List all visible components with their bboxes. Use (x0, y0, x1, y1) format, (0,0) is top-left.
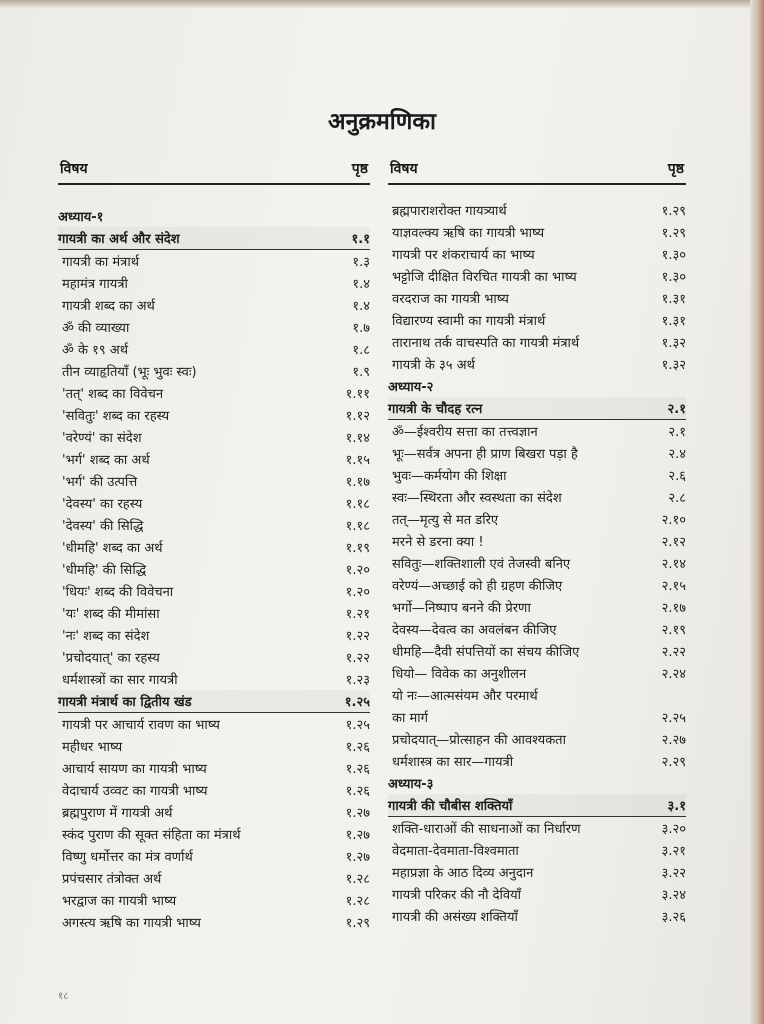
toc-entry (58, 580, 370, 602)
entry-title: अध्याय-१ (58, 210, 104, 225)
entry-title: तीन व्याहृतियाँ (भूः भुवः स्वः) (62, 365, 197, 380)
entry-title: अगस्त्य ऋषि का गायत्री भाष्य (62, 916, 201, 931)
entry-title: भरद्वाज का गायत्री भाष्य (62, 894, 177, 909)
entry-page-number: २.८ (668, 491, 686, 506)
entry-title: गायत्री शब्द का अर्थ (62, 299, 155, 314)
entry-title: गायत्री के ३५ अर्थ (392, 358, 475, 373)
entry-title: धीमहि—दैवी संपत्तियों का संचय कीजिए (392, 645, 580, 660)
entry-page-number: १.२९ (345, 916, 370, 931)
entry-page-number: १.२६ (345, 740, 370, 755)
toc-entry (58, 801, 370, 823)
toc-list-right (388, 199, 686, 927)
entry-page-number: १.१९ (345, 541, 370, 556)
toc-entry (58, 845, 370, 867)
entry-title: भुवः—कर्मयोग की शिक्षा (392, 469, 507, 484)
toc-entry (58, 536, 370, 558)
entry-page-number: १.३२ (661, 336, 686, 351)
toc-entry (388, 353, 686, 375)
page-top-edge (0, 0, 764, 8)
page-footer-mark: १८ (58, 991, 69, 1002)
entry-page-number: १.१८ (345, 519, 370, 534)
entry-title: ब्रह्मपाराशरोक्त गायत्र्यार्थ (392, 204, 507, 219)
toc-entry (388, 331, 686, 353)
toc-entry (58, 668, 370, 690)
entry-title: ॐ—ईश्वरीय सत्ता का तत्त्वज्ञान (392, 425, 538, 440)
entry-title: ॐ के १९ अर्थ (62, 343, 128, 358)
toc-entry (388, 265, 686, 287)
entry-page-number: ३.२१ (661, 844, 686, 859)
entry-title: तारानाथ तर्क वाचस्पति का गायत्री मंत्रार्थ (392, 336, 580, 351)
entry-page-number: १.३१ (661, 292, 686, 307)
entry-title: गायत्री पर आचार्य रावण का भाष्य (62, 718, 220, 733)
toc-entry (58, 360, 370, 382)
entry-page-number: ३.२४ (661, 888, 686, 903)
entry-page-number: १.२८ (345, 894, 370, 909)
toc-entry (388, 905, 686, 927)
toc-entry (388, 640, 686, 662)
entry-page-number: २.२७ (661, 733, 686, 748)
subject-header: विषय (60, 161, 88, 177)
entry-page-number: २.१९ (661, 623, 686, 638)
entry-title: वेदाचार्य उव्वट का गायत्री भाष्य (62, 784, 208, 799)
toc-entry (58, 404, 370, 426)
toc-entry (58, 624, 370, 646)
toc-major-entry (388, 794, 686, 817)
toc-entry (58, 338, 370, 360)
entry-title: यो नः—आत्मसंयम और परमार्थ (392, 689, 538, 704)
entry-title: गायत्री मंत्रार्थ का द्वितीय खंड (58, 695, 192, 710)
entry-title: 'धियः' शब्द की विवेचना (62, 585, 174, 600)
toc-header-left (58, 160, 370, 185)
entry-title: 'तत्' शब्द का विवेचन (62, 387, 164, 402)
entry-title: 'भर्ग' की उत्पत्ति (62, 475, 138, 490)
entry-title: 'धीमहि' की सिद्धि (62, 563, 147, 578)
entry-page-number: २.१ (668, 425, 686, 440)
toc-column-right (388, 160, 686, 927)
toc-entry (58, 294, 370, 316)
entry-page-number: १.३० (661, 248, 686, 263)
entry-title: देवस्य—देवत्व का अवलंबन कीजिए (392, 623, 557, 638)
chapter-heading (58, 205, 370, 227)
toc-entry (58, 867, 370, 889)
page-header: पृष्ठ (667, 161, 684, 177)
toc-entry (388, 508, 686, 530)
entry-title: ब्रह्मपुराण में गायत्री अर्थ (62, 806, 173, 821)
entry-title: विष्णु धर्मोत्तर का मंत्र वर्णार्थ (62, 850, 193, 865)
entry-page-number: १.२६ (345, 762, 370, 777)
entry-title: का मार्ग (392, 711, 428, 726)
entry-page-number: १.९ (352, 365, 370, 380)
entry-title: गायत्री पर शंकराचार्य का भाष्य (392, 248, 535, 263)
entry-title: महीधर भाष्य (62, 740, 123, 755)
entry-title: सवितुः—शक्तिशाली एवं तेजस्वी बनिए (392, 557, 571, 572)
entry-page-number: १.१२ (345, 409, 370, 424)
page-right-edge (750, 0, 764, 1024)
entry-title: स्कंद पुराण की सूक्त संहिता का मंत्रार्थ (62, 828, 241, 843)
entry-page-number: १.३० (661, 270, 686, 285)
toc-entry (58, 779, 370, 801)
toc-entry (58, 316, 370, 338)
entry-page-number: १.१५ (345, 453, 370, 468)
toc-entry (58, 426, 370, 448)
entry-title: 'भर्ग' शब्द का अर्थ (62, 453, 150, 468)
entry-page-number: १.२८ (345, 872, 370, 887)
entry-page-number: ३.२६ (661, 910, 686, 925)
toc-entry (58, 602, 370, 624)
entry-page-number: १.२९ (661, 204, 686, 219)
toc-entry (58, 911, 370, 933)
entry-page-number: १.२० (345, 563, 370, 578)
entry-page-number: २.२४ (661, 667, 686, 682)
page-title: अनुक्रमणिका (328, 109, 436, 135)
entry-title: गायत्री का मंत्रार्थ (62, 255, 140, 270)
entry-title: विद्यारण्य स्वामी का गायत्री मंत्रार्थ (392, 314, 546, 329)
entry-title: धियो— विवेक का अनुशीलन (392, 667, 527, 682)
entry-title: याज्ञवल्क्य ऋषि का गायत्री भाष्य (392, 226, 545, 241)
toc-entry (388, 817, 686, 839)
entry-page-number: १.२७ (345, 806, 370, 821)
entry-page-number: २.१२ (661, 535, 686, 550)
toc-entry (388, 662, 686, 684)
toc-entry (58, 470, 370, 492)
entry-page-number: ३.१ (667, 799, 686, 814)
entry-page-number: २.६ (668, 469, 686, 484)
entry-title: भट्टोजि दीक्षित विरचित गायत्री का भाष्य (392, 270, 577, 285)
toc-entry (388, 199, 686, 221)
toc-entry (388, 243, 686, 265)
entry-title: महामंत्र गायत्री (62, 277, 128, 292)
entry-title: अध्याय-३ (388, 777, 434, 792)
entry-title: 'नः' शब्द का संदेश (62, 629, 150, 644)
toc-major-entry (58, 227, 370, 250)
entry-page-number: १.४ (352, 277, 370, 292)
toc-entry (388, 861, 686, 883)
toc-entry (388, 420, 686, 442)
entry-title: गायत्री का अर्थ और संदेश (58, 232, 180, 247)
entry-title: आचार्य सायण का गायत्री भाष्य (62, 762, 207, 777)
toc-entry (388, 618, 686, 640)
entry-title: ॐ की व्याख्या (62, 321, 130, 336)
entry-page-number: ३.२० (661, 822, 686, 837)
entry-page-number: १.१४ (345, 431, 370, 446)
toc-entry (388, 574, 686, 596)
entry-page-number: १.१७ (345, 475, 370, 490)
entry-title: धर्मशास्त्र का सार—गायत्री (392, 755, 514, 770)
entry-page-number: १.१ (351, 232, 370, 247)
entry-page-number: १.८ (352, 343, 370, 358)
toc-entry (58, 492, 370, 514)
entry-title: अध्याय-२ (388, 380, 434, 395)
toc-entry (388, 442, 686, 464)
toc-entry (388, 684, 686, 706)
toc-list-left (58, 205, 370, 933)
toc-header-right (388, 160, 686, 185)
toc-entry (388, 309, 686, 331)
subject-header: विषय (390, 161, 418, 177)
entry-title: गायत्री की चौबीस शक्तियाँ (388, 799, 513, 814)
entry-page-number: २.१५ (661, 579, 686, 594)
toc-entry (58, 713, 370, 735)
toc-entry (388, 287, 686, 309)
toc-entry (58, 889, 370, 911)
entry-title: स्वः—स्थिरता और स्वस्थता का संदेश (392, 491, 562, 506)
page-header: पृष्ठ (351, 161, 368, 177)
toc-entry (388, 530, 686, 552)
entry-page-number: १.३ (352, 255, 370, 270)
toc-column-left (58, 160, 370, 933)
entry-page-number: १.११ (345, 387, 370, 402)
entry-title: महाप्रज्ञा के आठ दिव्य अनुदान (392, 866, 534, 881)
toc-entry (388, 221, 686, 243)
toc-entry (388, 839, 686, 861)
toc-entry (58, 646, 370, 668)
entry-page-number: १.७ (352, 321, 370, 336)
toc-entry (388, 706, 686, 728)
toc-entry (58, 514, 370, 536)
entry-title: भूः—सर्वत्र अपना ही प्राण बिखरा पड़ा है (392, 447, 578, 462)
entry-title: धर्मशास्त्रों का सार गायत्री (62, 673, 178, 688)
entry-title: 'सवितुः' शब्द का रहस्य (62, 409, 170, 424)
entry-page-number: १.२६ (345, 784, 370, 799)
entry-title: वरदराज का गायत्री भाष्य (392, 292, 509, 307)
entry-page-number: १.२५ (344, 695, 370, 710)
entry-title: मरने से डरना क्या ! (392, 535, 484, 550)
chapter-heading (388, 375, 686, 397)
entry-page-number: १.२३ (345, 673, 370, 688)
entry-page-number: १.२९ (661, 226, 686, 241)
entry-title: 'देवस्य' की सिद्धि (62, 519, 144, 534)
toc-entry (388, 596, 686, 618)
entry-title: वेदमाता-देवमाता-विश्वमाता (392, 844, 519, 859)
toc-entry (58, 558, 370, 580)
entry-title: वरेण्यं—अच्छाई को ही ग्रहण कीजिए (392, 579, 563, 594)
toc-entry (58, 735, 370, 757)
entry-title: 'यः' शब्द की मीमांसा (62, 607, 160, 622)
entry-title: गायत्री की असंख्य शक्तियाँ (392, 910, 518, 925)
toc-major-entry (388, 397, 686, 420)
entry-page-number: १.२१ (345, 607, 370, 622)
entry-page-number: २.१४ (661, 557, 686, 572)
entry-title: प्रपंचसार तंत्रोक्त अर्थ (62, 872, 162, 887)
entry-page-number: ३.२२ (661, 866, 686, 881)
entry-page-number: १.२२ (345, 651, 370, 666)
entry-page-number: २.१७ (661, 601, 686, 616)
entry-page-number: १.२० (345, 585, 370, 600)
entry-title: 'प्रचोदयात्' का रहस्य (62, 651, 160, 666)
entry-title: भर्गो—निष्पाप बनने की प्रेरणा (392, 601, 531, 616)
entry-page-number: १.४ (352, 299, 370, 314)
toc-entry (58, 250, 370, 272)
entry-page-number: २.४ (668, 447, 686, 462)
entry-page-number: २.१ (667, 402, 686, 417)
entry-page-number: २.२९ (661, 755, 686, 770)
entry-page-number: १.२७ (345, 828, 370, 843)
entry-page-number: १.३२ (661, 358, 686, 373)
entry-page-number: १.२२ (345, 629, 370, 644)
entry-page-number: १.३१ (661, 314, 686, 329)
toc-entry (388, 883, 686, 905)
toc-entry (58, 823, 370, 845)
toc-entry (58, 448, 370, 470)
entry-page-number: १.१८ (345, 497, 370, 512)
toc-entry (388, 464, 686, 486)
entry-title: 'धीमहि' शब्द का अर्थ (62, 541, 163, 556)
entry-title: गायत्री के चौदह रत्न (388, 402, 483, 417)
entry-page-number: १.२५ (345, 718, 370, 733)
toc-entry (388, 728, 686, 750)
entry-title: शक्ति-धाराओं की साधनाओं का निर्धारण (392, 822, 581, 837)
entry-page-number: १.२७ (345, 850, 370, 865)
toc-entry (388, 552, 686, 574)
entry-page-number: २.१० (661, 513, 686, 528)
entry-page-number: २.२२ (661, 645, 686, 660)
toc-major-entry (58, 690, 370, 713)
entry-title: तत्—मृत्यु से मत डरिए (392, 513, 499, 528)
entry-title: गायत्री परिकर की नौ देवियाँ (392, 888, 522, 903)
entry-page-number: २.२५ (661, 711, 686, 726)
toc-entry (58, 382, 370, 404)
toc-entry (388, 486, 686, 508)
entry-title: 'वरेण्यं' का संदेश (62, 431, 142, 446)
entry-title: 'देवस्य' का रहस्य (62, 497, 143, 512)
toc-entry (388, 750, 686, 772)
entry-title: प्रचोदयात्—प्रोत्साहन की आवश्यकता (392, 733, 566, 748)
chapter-heading (388, 772, 686, 794)
toc-entry (58, 757, 370, 779)
toc-entry (58, 272, 370, 294)
